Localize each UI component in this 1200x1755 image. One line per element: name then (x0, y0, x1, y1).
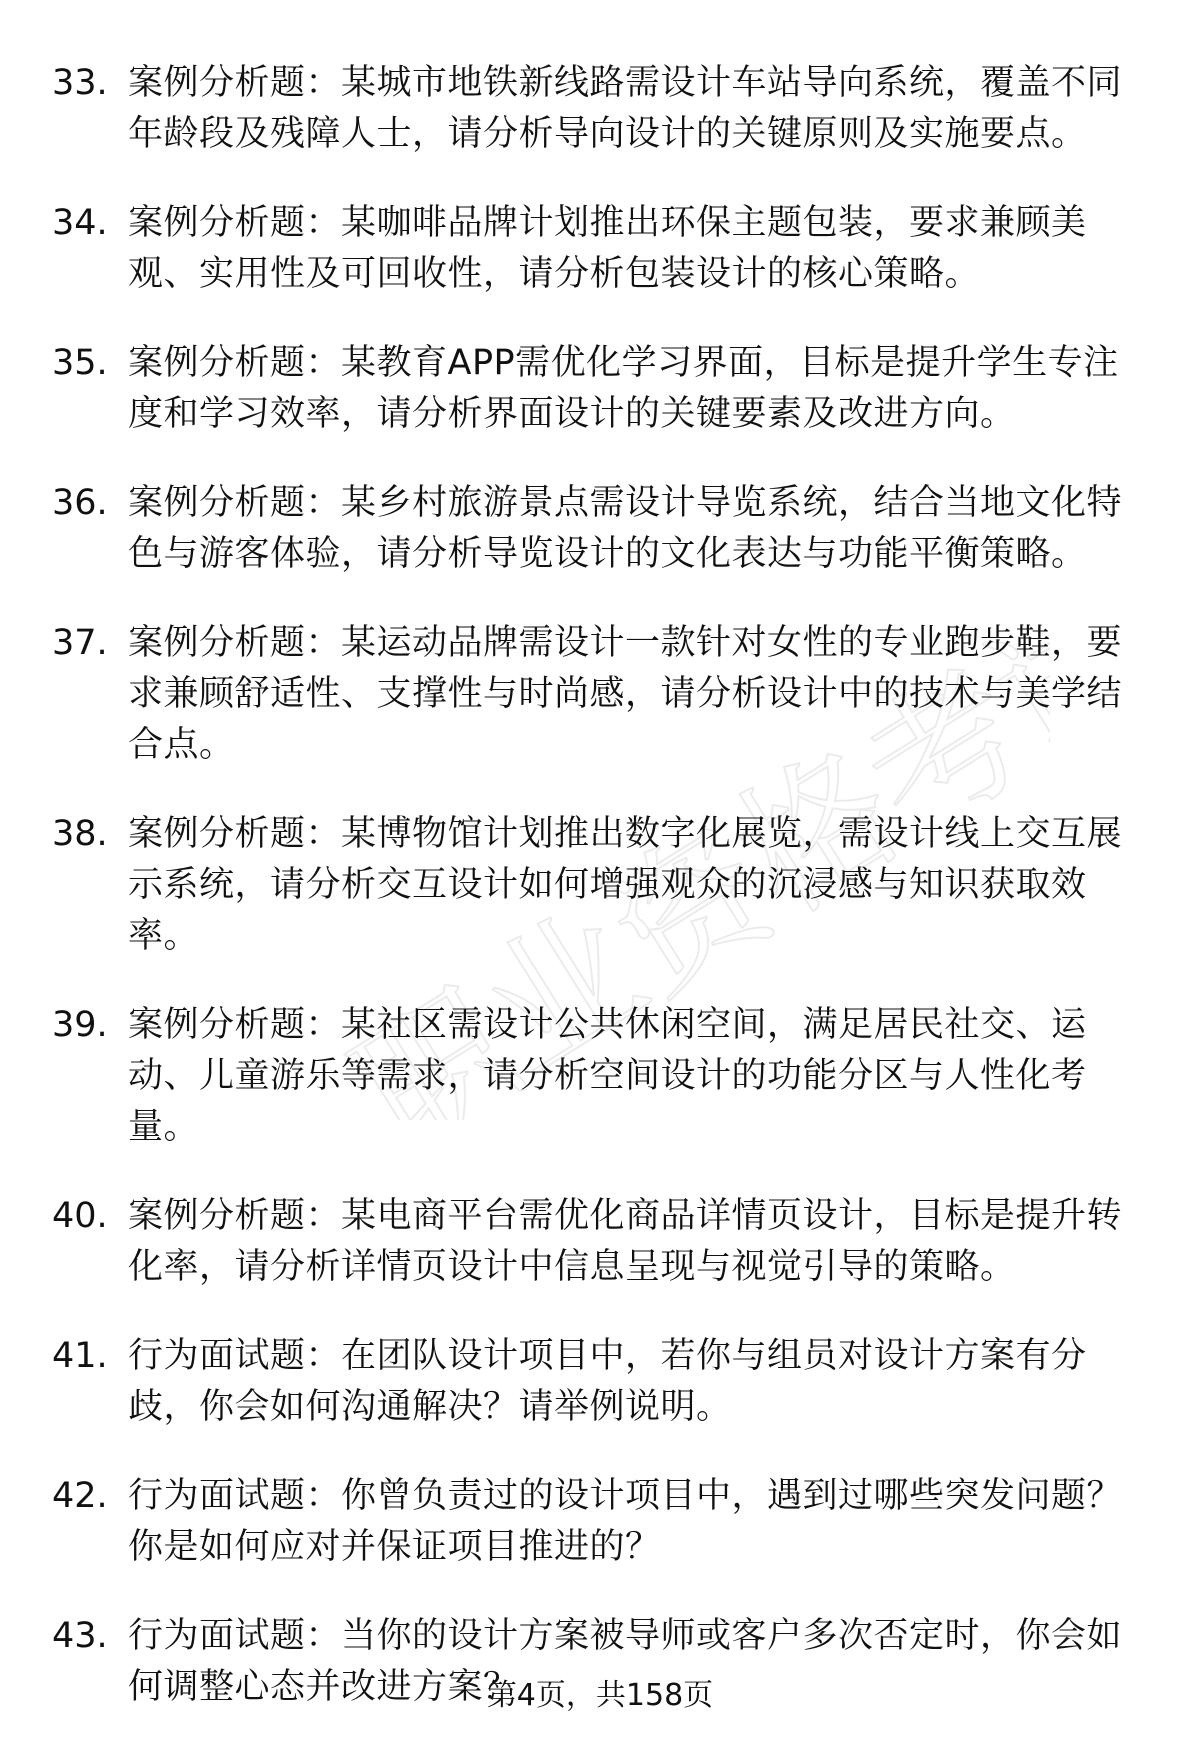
question-item (52, 618, 1152, 771)
svg-text:职业资格考试: 职业资格考试 (327, 560, 1050, 1120)
question-item (52, 478, 1152, 580)
question-text: 行为面试题：在团队设计项目中，若你与组员对设计方案有分歧，你会如何沟通解决？请举例说明。 (128, 1336, 1087, 1427)
question-list (52, 58, 1152, 1751)
question-text: 行为面试题：你曾负责过的设计项目中，遇到过哪些突发问题？你是如何应对并保证项目推进的？ (128, 1476, 1123, 1567)
question-number: 43. (52, 1616, 108, 1656)
question-text: 案例分析题：某电商平台需优化商品详情页设计，目标是提升转化率，请分析详情页设计中信息呈现与视觉引导的策略。 (128, 1196, 1123, 1287)
question-number: 34. (52, 203, 108, 243)
question-text: 行为面试题：当你的设计方案被导师或客户多次否定时，你会如何调整心态并改进方案？ (128, 1616, 1123, 1707)
question-number: 35. (52, 343, 108, 383)
question-number: 38. (52, 814, 108, 854)
question-text: 案例分析题：某乡村旅游景点需设计导览系统，结合当地文化特色与游客体验，请分析导览设计的文化表达与功能平衡策略。 (128, 483, 1123, 574)
question-item (52, 338, 1152, 440)
question-item (52, 58, 1152, 160)
question-item (52, 1191, 1152, 1293)
question-number: 41. (52, 1336, 108, 1376)
question-number: 36. (52, 483, 108, 523)
question-item (52, 1331, 1152, 1433)
question-number: 40. (52, 1196, 108, 1236)
question-text: 案例分析题：某教育APP需优化学习界面，目标是提升学生专注度和学习效率，请分析界面设计的关键要素及改进方向。 (128, 343, 1119, 434)
question-item (52, 198, 1152, 300)
question-number: 39. (52, 1005, 108, 1045)
question-number: 33. (52, 63, 108, 103)
question-item (52, 1000, 1152, 1153)
question-text: 案例分析题：某社区需设计公共休闲空间，满足居民社交、运动、儿童游乐等需求，请分析空间设计的功能分区与人性化考量。 (128, 1005, 1087, 1147)
question-text: 案例分析题：某城市地铁新线路需设计车站导向系统，覆盖不同年龄段及残障人士，请分析导向设计的关键原则及实施要点。 (128, 63, 1123, 154)
page-footer (0, 1676, 1200, 1716)
question-item (52, 1471, 1152, 1573)
question-number: 42. (52, 1476, 108, 1516)
question-item (52, 809, 1152, 962)
question-number: 37. (52, 623, 108, 663)
question-text: 案例分析题：某运动品牌需设计一款针对女性的专业跑步鞋，要求兼顾舒适性、支撑性与时尚感，请分析设计中的技术与美学结合点。 (128, 623, 1123, 765)
question-text: 案例分析题：某博物馆计划推出数字化展览，需设计线上交互展示系统，请分析交互设计如何增强观众的沉浸感与知识获取效率。 (128, 814, 1123, 956)
question-text: 案例分析题：某咖啡品牌计划推出环保主题包装，要求兼顾美观、实用性及可回收性，请分析包装设计的核心策略。 (128, 203, 1087, 294)
page-number-label: 第4页，共158页 (486, 1678, 714, 1713)
